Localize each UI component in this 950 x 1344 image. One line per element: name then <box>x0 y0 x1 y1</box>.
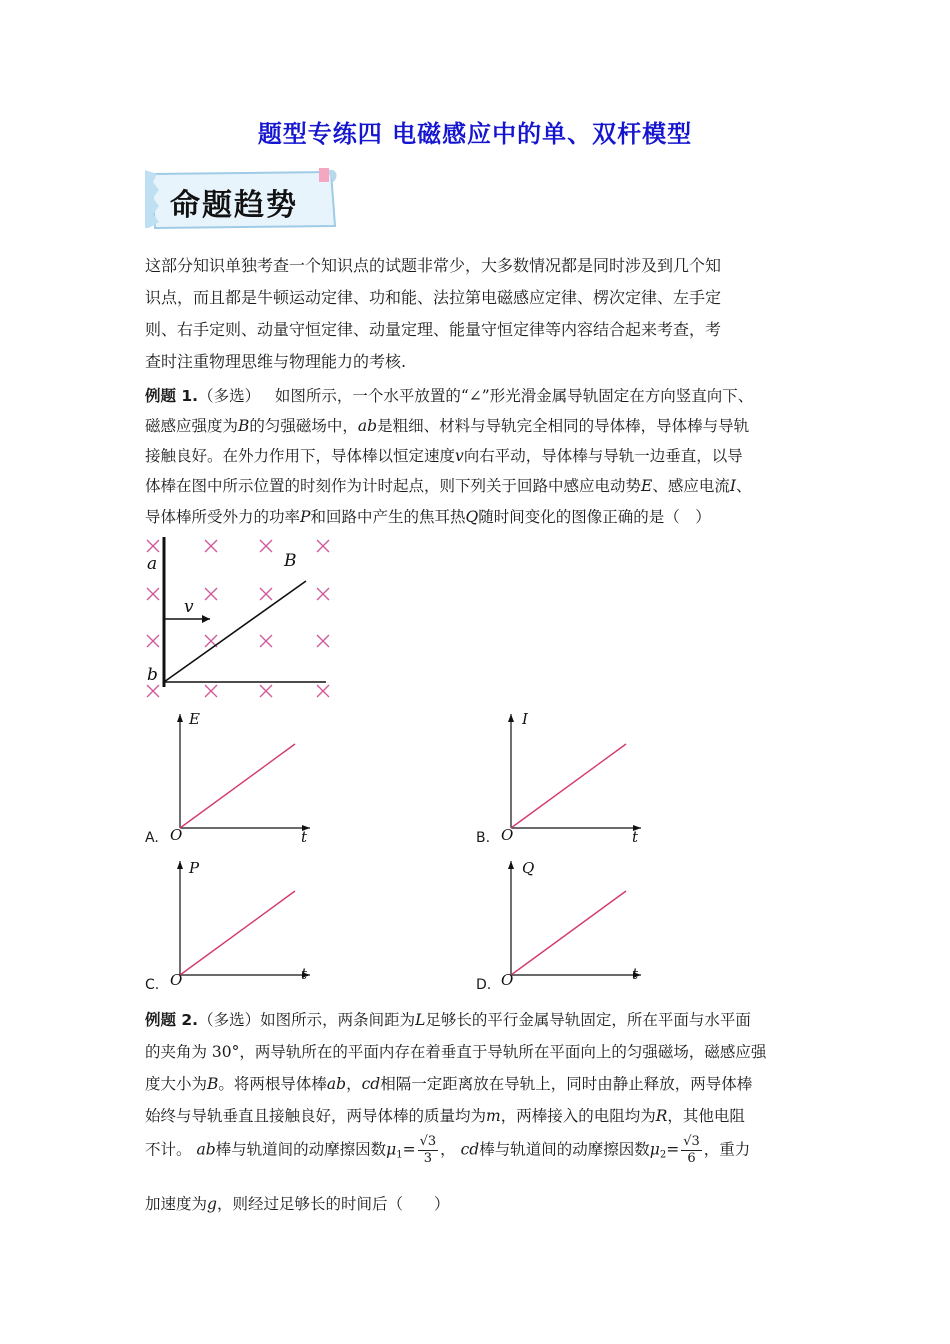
trend-line: 这部分知识单独考查一个知识点的试题非常少，大多数情况都是同时涉及到几个知 <box>145 256 722 275</box>
fraction-mu2: $\frac{√3}{6}$ <box>683 1134 700 1166</box>
graph-option-b <box>496 708 656 848</box>
label-b: b <box>147 665 158 685</box>
y-axis-label: I <box>522 710 528 728</box>
option-b-label: B. <box>476 830 491 846</box>
trend-line: 则、右手定则、动量守恒定律、动量定理、能量守恒定律等内容结合起来考查，考 <box>145 320 722 339</box>
x-axis-label: t <box>632 828 639 846</box>
example2-line2: 的夹角为 30°，两导轨所在的平面内存在着垂直于导轨所在平面向上的匀强磁场，磁感应强 <box>145 1043 767 1061</box>
example1-line3: 接触良好。在外力作用下，导体棒以恒定速度v向右平动，导体棒与导轨一边垂直，以导 <box>145 447 743 465</box>
graph-line <box>180 744 295 828</box>
rail-figure <box>140 535 340 705</box>
y-axis-label: P <box>189 859 200 877</box>
origin-label: O <box>501 971 514 989</box>
option-c-label: C. <box>145 977 160 993</box>
origin-label: O <box>170 971 183 989</box>
example2-line6: 加速度为g，则经过足够长的时间后（ ） <box>145 1195 450 1213</box>
y-axis-label: E <box>189 710 200 728</box>
example2-line1: 例题 2.（多选）如图所示，两条间距为L足够长的平行金属导轨固定，所在平面与水平面 <box>145 1011 751 1029</box>
graph-line <box>511 891 626 975</box>
example1-label: 例题 1. <box>145 387 199 405</box>
banner-label: 命题趋势 <box>170 188 298 223</box>
example2-line5: 不计。 ab棒与轨道间的动摩擦因数$\mu_1=$ $\frac{√3}{3}$ ， cd棒与轨道间的动摩擦因数$\mu_2=$ $\frac{√3}{6}$ ，重力 <box>145 1134 751 1166</box>
fraction-mu1: $\frac{√3}{3}$ <box>419 1134 437 1166</box>
trend-paragraph <box>145 250 810 378</box>
example2-line3: 度大小为B。将两根导体棒ab，cd相隔一定距离放在导轨上，同时由静止释放，两导体棒 <box>145 1075 753 1093</box>
graph-option-d <box>496 855 656 995</box>
page-title: 题型专练四 电磁感应中的单、双杆模型 <box>257 120 693 148</box>
graph-line <box>180 891 295 975</box>
example2-line4: 始终与导轨垂直且接触良好，两导体棒的质量均为m，两棒接入的电阻均为R，其他电阻 <box>145 1107 745 1125</box>
origin-label: O <box>501 826 514 844</box>
origin-label: O <box>170 826 183 844</box>
x-axis-label: t <box>632 965 639 983</box>
graph-option-a <box>165 708 325 848</box>
x-axis-label: t <box>301 828 308 846</box>
example1-text: 如图所示，一个水平放置的“∠”形光滑金属导轨固定在方向竖直向下、 <box>274 387 754 405</box>
example1-line2: 磁感应强度为B的匀强磁场中，ab是粗细、材料与导轨完全相同的导体棒，导体棒与导轨 <box>145 417 750 435</box>
label-v: v <box>184 597 194 617</box>
graph-option-c <box>165 855 325 995</box>
trend-line: 查时注重物理思维与物理能力的考核. <box>145 352 407 371</box>
example1-tag: （多选） <box>198 387 261 405</box>
option-a-label: A. <box>145 830 159 846</box>
y-axis-label: Q <box>522 859 535 877</box>
example1-line5: 导体棒所受外力的功率P和回路中产生的焦耳热Q随时间变化的图像正确的是（ ） <box>145 508 711 526</box>
label-a: a <box>147 554 158 574</box>
label-B: B <box>284 551 297 571</box>
example1-line4: 体棒在图中所示位置的时刻作为计时起点，则下列关于回路中感应电动势E、感应电流I、 <box>145 477 752 495</box>
x-axis-label: t <box>301 965 308 983</box>
graph-line <box>511 744 626 828</box>
option-d-label: D. <box>476 977 492 993</box>
example2-label: 例题 2. <box>145 1011 199 1029</box>
example1-line1 <box>145 384 753 406</box>
trend-line: 识点，而且都是牛顿运动定律、功和能、法拉第电磁感应定律、楞次定律、左手定 <box>145 288 722 307</box>
